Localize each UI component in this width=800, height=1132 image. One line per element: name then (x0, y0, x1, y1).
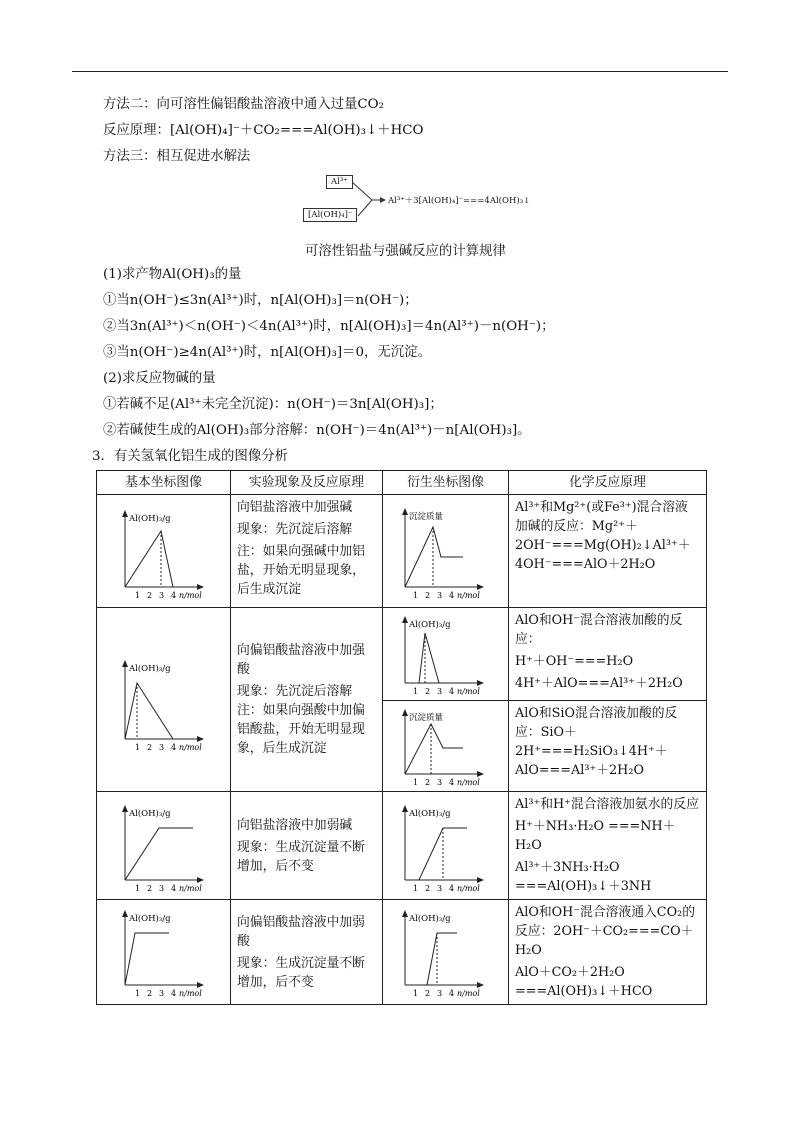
reaction-text: AlO和OH⁻混合溶液加酸的反应： (515, 613, 683, 647)
tick-2: 2 (425, 591, 431, 600)
tick-4: 4 (171, 989, 177, 998)
exp-phenomenon: 现象：生成沉淀量不断增加，后不变 (237, 955, 365, 990)
axis-x-label: n/mol (179, 591, 202, 600)
phenomenon-cell (231, 608, 383, 792)
phenomenon-cell (231, 900, 383, 1005)
method-three-line: 方法三：相互促进水解法 (103, 149, 251, 164)
tick-3: 3 (159, 591, 165, 600)
exp-title: 向铝盐溶液中加弱碱 (237, 817, 353, 833)
graph-rise-plateau (99, 798, 227, 894)
tick-3: 3 (159, 989, 165, 998)
graph-mass-rise-fall-plateau (385, 704, 505, 788)
reaction-equation: AlO＋CO₂＋2H₂O ===Al(OH)₃↓＋HCO (515, 965, 653, 999)
reaction-text: Al³⁺和H⁺混合溶液加氨水的反应 (515, 797, 699, 812)
reaction-principle-line: 反应原理：[Al(OH)₄]⁻＋CO₂===Al(OH)₃↓＋HCO (103, 123, 424, 138)
exp-phenomenon: 现象：先沉淀后溶解注：如果向强酸中加偏铝酸盐，开始无明显现象，后生成沉淀 (237, 684, 365, 756)
tick-2: 2 (147, 989, 153, 998)
axis-x-label: n/mol (457, 778, 480, 787)
derived-graph-cell (383, 608, 509, 701)
graph-cell (97, 792, 231, 900)
graph-mass-rise-fall-plateau (385, 501, 505, 601)
axis-x-label: n/mol (457, 687, 480, 696)
graph-delayed-steep-rise-plateau (385, 905, 505, 999)
reaction-cell (509, 900, 707, 1005)
graph-rise-fall-wide (99, 645, 227, 755)
axis-y-label: 沉淀质量 (409, 713, 444, 723)
header-reaction: 化学反应原理 (509, 471, 707, 495)
tick-4: 4 (449, 591, 455, 600)
derived-graph-cell (383, 495, 509, 608)
tick-1: 1 (413, 687, 419, 696)
tick-2: 2 (425, 778, 431, 787)
exp-note: 注：如果向强碱中加铝盐，开始无明显现象，后生成沉淀 (237, 544, 365, 597)
table-row (97, 792, 707, 900)
tick-3: 3 (437, 687, 443, 696)
hydrolysis-scheme (300, 170, 540, 230)
axis-y-label: 沉淀质量 (409, 512, 444, 522)
tick-1: 1 (135, 883, 141, 893)
tick-1: 1 (135, 742, 141, 752)
scheme-result: Al³⁺＋3[Al(OH)₄]⁻===4Al(OH)₃↓ (388, 196, 531, 206)
method-two-line: 方法二：向可溶性偏铝酸盐溶液中通入过量CO₂ (103, 97, 385, 112)
axis-y-label: Al(OH)₃/g (129, 914, 171, 924)
reaction-text: Al³⁺和Mg²⁺(或Fe³⁺)混合溶液加碱的反应：Mg²⁺＋2OH⁻===Mg(OH)₂↓Al³⁺＋4OH⁻===AlO＋2H₂O (515, 500, 691, 572)
tick-2: 2 (147, 591, 153, 600)
header-rule (72, 71, 728, 72)
graph-cell (97, 608, 231, 792)
graph-cell (97, 900, 231, 1005)
tick-2: 2 (425, 687, 431, 696)
tick-4: 4 (449, 989, 455, 998)
phenomenon-cell (231, 792, 383, 900)
tick-2: 2 (425, 883, 431, 893)
tick-4: 4 (171, 591, 177, 600)
calc-rule-2: ②当3n(Al³⁺)＜n(OH⁻)＜4n(Al³⁺)时，n[Al(OH)₃]＝4n(Al³⁺)－n(OH⁻)； (103, 319, 555, 334)
tick-1: 1 (413, 591, 419, 600)
base-rule-2: ②若碱使生成的Al(OH)₃部分溶解：n(OH⁻)＝4n(Al³⁺)－n[Al(OH)₃]。 (103, 423, 531, 438)
axis-y-label: Al(OH)₃/g (409, 620, 451, 630)
reaction-cell (509, 608, 707, 701)
reaction-equation: H⁺＋OH⁻===H₂O (515, 654, 634, 669)
reaction-cell (509, 495, 707, 608)
tick-1: 1 (135, 989, 141, 998)
section-3-title: 3．有关氢氧化铝生成的图像分析 (92, 449, 288, 464)
table-row (97, 900, 707, 1005)
reaction-equation: 4H⁺＋AlO===Al³⁺＋2H₂O (515, 676, 683, 691)
header-derived-graph: 衍生坐标图像 (383, 471, 509, 495)
graph-rise-fall (99, 501, 227, 601)
scheme-box-al3: Al³⁺ (326, 175, 353, 189)
base-rule-1: ①若碱不足(Al³⁺未完全沉淀)：n(OH⁻)＝3n[Al(OH)₃]； (103, 397, 443, 412)
axis-y-label: Al(OH)₃/g (129, 808, 171, 819)
tick-3: 3 (437, 591, 443, 600)
tick-3: 3 (437, 989, 443, 998)
tick-4: 4 (449, 778, 455, 787)
tick-4: 4 (171, 883, 177, 893)
reaction-cell (509, 701, 707, 792)
header-basic-graph: 基本坐标图像 (97, 471, 231, 495)
reaction-text: AlO和OH⁻混合溶液通入CO₂的反应：2OH⁻＋CO₂===CO＋H₂O (515, 905, 696, 958)
exp-phenomenon: 现象：生成沉淀量不断增加，后不变 (237, 839, 365, 874)
axis-x-label: n/mol (179, 742, 202, 752)
derived-graph-cell (383, 701, 509, 792)
tick-1: 1 (413, 883, 419, 893)
graph-delayed-rise-plateau (385, 798, 505, 894)
tick-3: 3 (159, 883, 165, 893)
tick-3: 3 (437, 883, 443, 893)
exp-phenomenon: 现象：先沉淀后溶解 (237, 522, 353, 537)
tick-1: 1 (413, 989, 419, 998)
reaction-equation: Al³⁺＋3NH₃·H₂O ===Al(OH)₃↓＋3NH (515, 860, 652, 894)
axis-x-label: n/mol (457, 989, 480, 998)
calc-rule-1: ①当n(OH⁻)≤3n(Al³⁺)时，n[Al(OH)₃]＝n(OH⁻)； (103, 293, 418, 308)
reaction-equation: H⁺＋NH₃·H₂O ===NH＋H₂O (515, 819, 676, 853)
axis-x-label: n/mol (179, 883, 202, 893)
tick-4: 4 (449, 883, 455, 893)
tick-3: 3 (159, 742, 165, 752)
calc-rule-caption: 可溶性铝盐与强碱反应的计算规律 (305, 244, 506, 259)
tick-1: 1 (135, 591, 141, 600)
graph-delayed-rise-fall (385, 611, 505, 697)
exp-title: 向铝盐溶液中加强碱 (237, 500, 353, 515)
axis-x-label: n/mol (457, 591, 480, 600)
phenomenon-cell (231, 495, 383, 608)
reaction-cell (509, 792, 707, 900)
axis-y-label: Al(OH)₃/g (409, 914, 451, 924)
reaction-text: AlO和SiO混合溶液加酸的反应：SiO＋2H⁺===H₂SiO₃↓4H⁺＋AlO===Al³⁺＋2H₂O (515, 706, 678, 778)
graph-steep-rise-plateau (99, 905, 227, 999)
graph-cell (97, 495, 231, 608)
tick-1: 1 (413, 778, 419, 787)
table-row (97, 495, 707, 608)
tick-2: 2 (147, 742, 153, 752)
scheme-box-aloh4: [Al(OH)₄]⁻ (303, 208, 357, 222)
calc-part-2-title: (2)求反应物碱的量 (103, 371, 216, 386)
axis-y-label: Al(OH)₃/g (129, 514, 171, 524)
derived-graph-cell (383, 792, 509, 900)
exp-title: 向偏铝酸盐溶液中加弱酸 (237, 914, 365, 949)
axis-y-label: Al(OH)₃/g (129, 663, 171, 674)
derived-graph-cell (383, 900, 509, 1005)
tick-3: 3 (437, 778, 443, 787)
axis-y-label: Al(OH)₃/g (409, 808, 451, 819)
tick-2: 2 (425, 989, 431, 998)
axis-x-label: n/mol (457, 883, 480, 893)
tick-2: 2 (147, 883, 153, 893)
table-row (97, 608, 707, 701)
header-phenomenon: 实验现象及反应原理 (231, 471, 383, 495)
tick-4: 4 (449, 687, 455, 696)
calc-part-1-title: (1)求产物Al(OH)₃的量 (103, 267, 242, 282)
exp-title: 向偏铝酸盐溶液中加强酸 (237, 643, 365, 677)
table-header-row (97, 471, 707, 495)
graph-analysis-table (96, 470, 707, 1005)
tick-4: 4 (171, 742, 177, 752)
calc-rule-3: ③当n(OH⁻)≥4n(Al³⁺)时，n[Al(OH)₃]＝0，无沉淀。 (103, 345, 431, 360)
axis-x-label: n/mol (179, 989, 202, 998)
